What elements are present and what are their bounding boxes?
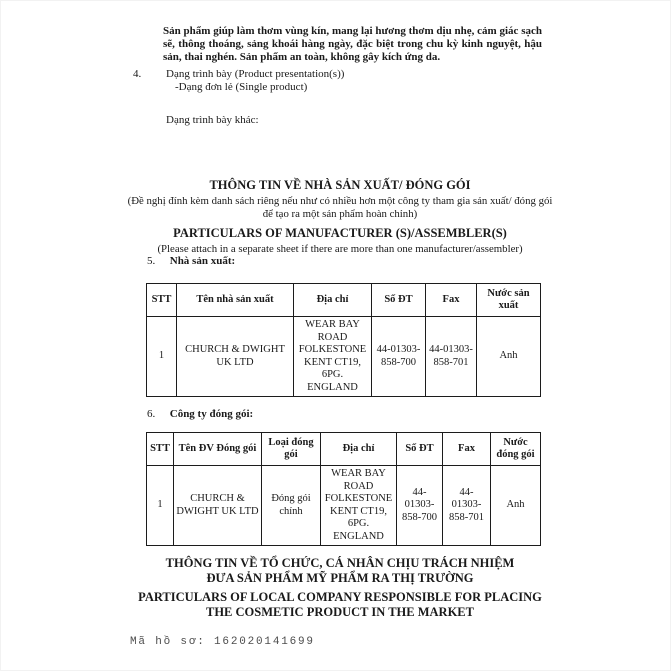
manufacturer-heading-en: PARTICULARS OF MANUFACTURER (S)/ASSEMBLER(S)	[173, 226, 507, 240]
item-4-number: 4.	[133, 68, 142, 80]
local-company-section-heading	[125, 556, 555, 620]
manufacturer-note-vi: (Đề nghị đính kèm danh sách riêng nếu như có nhiều hơn một công ty tham gia sản xuất/ đóng gói để tạo ra một sản phẩm hoàn chỉnh)	[127, 195, 553, 220]
column-header: Địa chỉ	[321, 433, 397, 466]
item-6-assembler-label	[147, 408, 447, 421]
table-cell: 1	[147, 466, 174, 546]
table-cell: 44-01303-858-701	[426, 317, 477, 397]
table-cell: 44-01303-858-700	[372, 317, 426, 397]
local-company-heading-vi-line1: THÔNG TIN VỀ TỔ CHỨC, CÁ NHÂN CHỊU TRÁCH NHIỆM	[165, 556, 515, 570]
column-header: Tên ĐV Đóng gói	[174, 433, 262, 466]
item-4-indent	[133, 81, 166, 94]
column-header: Fax	[443, 433, 491, 466]
column-header: Tên nhà sản xuất	[177, 284, 294, 317]
table-header-row	[147, 433, 541, 466]
local-company-heading-vi-line2: ĐƯA SẢN PHẨM MỸ PHẨM RA THỊ TRƯỜNG	[206, 571, 474, 585]
item-6-label: Công ty đóng gói:	[169, 408, 254, 420]
manufacturer-heading-vi: THÔNG TIN VỀ NHÀ SẢN XUẤT/ ĐÓNG GÓI	[209, 178, 471, 192]
column-header: Fax	[426, 284, 477, 317]
table-cell: 44-01303-858-700	[397, 466, 443, 546]
column-header: STT	[147, 284, 177, 317]
item-4-title: Dạng trình bày (Product presentation(s))	[166, 68, 345, 80]
table-cell: Anh	[477, 317, 541, 397]
table-cell: WEAR BAY ROAD FOLKESTONE KENT CT19, 6PG. ENGLAND	[321, 466, 397, 546]
column-header: STT	[147, 433, 174, 466]
table-cell: 44-01303-858-701	[443, 466, 491, 546]
assembler-table	[146, 432, 541, 546]
table-cell: WEAR BAY ROAD FOLKESTONE KENT CT19, 6PG. ENGLAND	[294, 317, 372, 397]
item-5-number: 5.	[147, 255, 156, 267]
table-cell: CHURCH & DWIGHT UK LTD	[177, 317, 294, 397]
manufacturer-table	[146, 283, 541, 397]
manufacturer-section-heading	[125, 178, 555, 256]
item-4-single-product: -Dạng đơn lẻ (Single product)	[175, 81, 308, 93]
column-header: Số ĐT	[372, 284, 426, 317]
item-4-product-presentation	[133, 68, 533, 94]
table-row	[147, 466, 541, 546]
column-header: Nước đóng gói	[491, 433, 541, 466]
product-description-paragraph: Sản phẩm giúp làm thơm vùng kín, mang lại hương thơm dịu nhẹ, cảm giác sạch sẽ, thông thoáng, sảng khoái hàng ngày, đặc biệt trong chu kỳ kinh nguyệt, hậu sản, thai nghén. Sản phẩm an toàn, không gây kích ứng da.	[163, 25, 542, 63]
table-cell: 1	[147, 317, 177, 397]
manufacturer-note-en: (Please attach in a separate sheet if there are more than one manufacturer/assembler)	[157, 243, 523, 255]
other-presentation-label: Dạng trình bày khác:	[166, 114, 259, 126]
item-5-manufacturer-label	[147, 255, 447, 268]
table-row	[147, 317, 541, 397]
column-header: Nước sản xuất	[477, 284, 541, 317]
column-header: Số ĐT	[397, 433, 443, 466]
dossier-code: Mã hồ sơ: 162020141699	[130, 636, 315, 648]
column-header: Địa chỉ	[294, 284, 372, 317]
table-cell: CHURCH & DWIGHT UK LTD	[174, 466, 262, 546]
table-header-row	[147, 284, 541, 317]
table-cell: Anh	[491, 466, 541, 546]
column-header: Loại đóng gói	[262, 433, 321, 466]
table-cell: Đóng gói chính	[262, 466, 321, 546]
item-6-number: 6.	[147, 408, 156, 420]
local-company-heading-en-line1: PARTICULARS OF LOCAL COMPANY RESPONSIBLE FOR PLACING	[138, 590, 542, 604]
item-5-label: Nhà sản xuất:	[169, 255, 236, 267]
local-company-heading-en-line2: THE COSMETIC PRODUCT IN THE MARKET	[206, 605, 474, 619]
